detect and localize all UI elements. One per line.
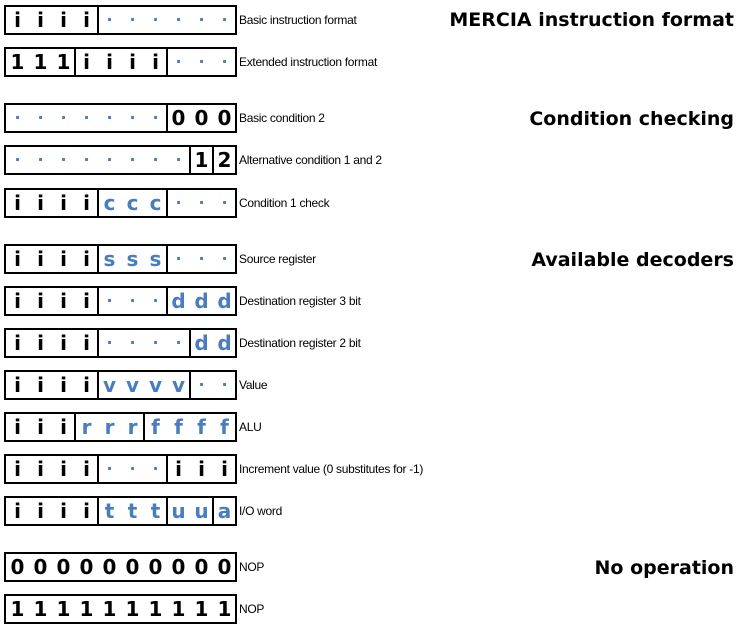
bit-cell-instruction: i [60, 191, 67, 215]
field-separator [74, 49, 76, 75]
bit-cell-literal: 1 [33, 597, 48, 621]
bit-cell-field: v [148, 373, 163, 397]
field-separator [97, 190, 99, 216]
bit-cell-field: v [171, 373, 186, 397]
bit-field-box [4, 145, 237, 175]
field-separator [97, 456, 99, 482]
bit-cell-instruction: i [83, 457, 90, 481]
bit-cell-unused: · [221, 10, 228, 29]
bit-cell-unused: · [106, 150, 113, 169]
bit-cell-unused: · [106, 10, 113, 29]
bit-cell-unused: · [106, 459, 113, 478]
bit-field-box [4, 594, 237, 624]
bit-field-box [4, 412, 237, 442]
bit-cell-instruction: i [14, 499, 21, 523]
bit-cell-literal: 1 [33, 50, 48, 74]
bit-cell-unused: · [221, 375, 228, 394]
bit-cell-unused: · [221, 193, 228, 212]
field-separator [166, 105, 168, 131]
bit-cell-instruction: i [14, 8, 21, 32]
bit-cell-unused: · [129, 459, 136, 478]
bit-cell-literal: 0 [79, 555, 94, 579]
field-separator [189, 372, 191, 398]
bit-field-box [4, 370, 237, 400]
bit-cell-literal: 0 [148, 555, 163, 579]
bit-cell-field: u [194, 499, 209, 523]
format-label: Alternative condition 1 and 2 [239, 153, 382, 167]
bit-cell-unused: · [129, 291, 136, 310]
field-separator [166, 190, 168, 216]
format-label: Destination register 2 bit [239, 336, 361, 350]
bit-cell-field: t [150, 499, 161, 523]
field-separator [166, 288, 168, 314]
bit-cell-instruction: i [83, 50, 90, 74]
bit-cell-literal: 0 [171, 106, 186, 130]
bit-cell-instruction: i [221, 457, 228, 481]
bit-cell-literal: 1 [102, 597, 117, 621]
bit-cell-instruction: i [83, 8, 90, 32]
bit-cell-unused: · [152, 333, 159, 352]
bit-cell-literal: 1 [10, 597, 25, 621]
bit-cell-literal: 1 [56, 597, 71, 621]
bit-cell-instruction: i [83, 289, 90, 313]
bit-cell-unused: · [129, 10, 136, 29]
bit-cell-instruction: i [60, 499, 67, 523]
bit-cell-field: d [217, 289, 232, 313]
bit-cell-literal: 0 [33, 555, 48, 579]
bit-cell-literal: 0 [125, 555, 140, 579]
format-label: NOP [239, 602, 265, 616]
bit-cell-unused: · [175, 249, 182, 268]
field-separator [166, 246, 168, 272]
bit-cell-unused: · [37, 108, 44, 127]
heading-condition-checking: Condition checking [529, 108, 734, 130]
bit-cell-instruction: i [37, 415, 44, 439]
format-label: Value [239, 378, 268, 392]
field-separator [97, 7, 99, 33]
bit-cell-instruction: i [37, 331, 44, 355]
bit-cell-unused: · [198, 193, 205, 212]
bit-cell-instruction: i [83, 191, 90, 215]
bit-cell-instruction: i [37, 499, 44, 523]
bit-cell-field: t [127, 499, 138, 523]
format-label: Extended instruction format [239, 55, 377, 69]
field-separator [97, 498, 99, 524]
bit-cell-literal: 1 [10, 50, 25, 74]
bit-cell-instruction: i [37, 8, 44, 32]
field-separator [212, 147, 214, 173]
bit-cell-field: f [151, 415, 160, 439]
field-separator [97, 288, 99, 314]
field-separator [97, 372, 99, 398]
bit-cell-literal: 1 [79, 597, 94, 621]
bit-cell-instruction: i [83, 247, 90, 271]
bit-cell-field: d [217, 331, 232, 355]
bit-cell-field: d [171, 289, 186, 313]
bit-cell-literal: 1 [194, 597, 209, 621]
bit-cell-instruction: i [14, 457, 21, 481]
field-separator [166, 49, 168, 75]
bit-field-box [4, 552, 237, 582]
bit-cell-instruction: i [60, 8, 67, 32]
bit-cell-instruction: i [14, 247, 21, 271]
bit-cell-field: f [174, 415, 183, 439]
bit-cell-unused: · [152, 108, 159, 127]
bit-cell-unused: · [106, 333, 113, 352]
field-separator [189, 330, 191, 356]
bit-cell-field: d [194, 289, 209, 313]
bit-cell-field: c [149, 191, 162, 215]
format-label: Destination register 3 bit [239, 294, 361, 308]
bit-cell-literal: 1 [56, 50, 71, 74]
field-separator [97, 246, 99, 272]
heading-no-operation: No operation [594, 557, 734, 579]
bit-cell-unused: · [175, 333, 182, 352]
bit-cell-instruction: i [37, 247, 44, 271]
bit-cell-instruction: i [14, 191, 21, 215]
bit-cell-instruction: i [14, 331, 21, 355]
bit-cell-unused: · [152, 150, 159, 169]
bit-cell-field: r [127, 415, 138, 439]
bit-cell-unused: · [37, 150, 44, 169]
field-separator [97, 330, 99, 356]
bit-cell-unused: · [198, 375, 205, 394]
bit-cell-field: s [126, 247, 139, 271]
format-label: Basic instruction format [239, 13, 357, 27]
bit-field-box [4, 286, 237, 316]
bit-cell-instruction: i [60, 247, 67, 271]
bit-cell-field: v [102, 373, 117, 397]
bit-cell-instruction: i [83, 331, 90, 355]
bit-cell-unused: · [152, 10, 159, 29]
bit-cell-unused: · [175, 10, 182, 29]
bit-cell-unused: · [221, 249, 228, 268]
bit-cell-field: a [217, 499, 232, 523]
bit-cell-unused: · [129, 150, 136, 169]
bit-cell-literal: 1 [148, 597, 163, 621]
bit-cell-unused: · [83, 108, 90, 127]
bit-cell-field: t [104, 499, 115, 523]
bit-cell-unused: · [60, 150, 67, 169]
bit-cell-literal: 1 [171, 597, 186, 621]
format-label: Increment value (0 substitutes for -1) [239, 462, 424, 476]
bit-cell-instruction: i [83, 373, 90, 397]
bit-cell-instruction: i [106, 50, 113, 74]
bit-cell-literal: 1 [217, 597, 232, 621]
bit-cell-literal: 0 [217, 555, 232, 579]
bit-cell-unused: · [152, 459, 159, 478]
bit-cell-field: f [197, 415, 206, 439]
bit-cell-field: r [104, 415, 115, 439]
bit-field-box [4, 103, 237, 133]
bit-cell-field: v [125, 373, 140, 397]
field-separator [74, 414, 76, 440]
bit-cell-literal: 0 [194, 106, 209, 130]
bit-cell-unused: · [106, 108, 113, 127]
bit-cell-unused: · [83, 150, 90, 169]
bit-field-box [4, 5, 237, 35]
bit-field-box [4, 454, 237, 484]
bit-cell-field: u [171, 499, 186, 523]
bit-cell-unused: · [152, 291, 159, 310]
bit-cell-literal: 0 [171, 555, 186, 579]
bit-cell-literal: 0 [10, 555, 25, 579]
bit-cell-instruction: i [37, 457, 44, 481]
bit-cell-instruction: i [198, 457, 205, 481]
bit-cell-unused: · [198, 52, 205, 71]
bit-cell-instruction: i [60, 289, 67, 313]
bit-field-box [4, 47, 237, 77]
field-separator [212, 498, 214, 524]
bit-cell-instruction: i [83, 499, 90, 523]
bit-cell-instruction: i [37, 373, 44, 397]
bit-cell-unused: · [221, 52, 228, 71]
bit-cell-instruction: i [60, 457, 67, 481]
bit-cell-instruction: i [14, 373, 21, 397]
bit-field-box [4, 328, 237, 358]
bit-cell-instruction: i [152, 50, 159, 74]
bit-cell-literal: 0 [194, 555, 209, 579]
heading-mercia-instruction-format: MERCIA instruction format [449, 9, 734, 31]
bit-cell-field: s [103, 247, 116, 271]
bit-cell-unused: · [129, 108, 136, 127]
bit-cell-field: c [126, 191, 139, 215]
format-label: ALU [239, 420, 262, 434]
bit-field-box [4, 188, 237, 218]
bit-cell-instruction: i [14, 415, 21, 439]
bit-cell-literal: 1 [125, 597, 140, 621]
bit-cell-instruction: i [60, 373, 67, 397]
format-label: NOP [239, 560, 265, 574]
bit-cell-unused: · [129, 333, 136, 352]
bit-cell-unused: · [106, 291, 113, 310]
bit-field-box [4, 244, 237, 274]
bit-cell-unused: · [198, 10, 205, 29]
bit-cell-instruction: i [37, 289, 44, 313]
field-separator [166, 456, 168, 482]
bit-cell-unused: · [175, 150, 182, 169]
bit-cell-field: r [81, 415, 92, 439]
bit-cell-instruction: i [37, 191, 44, 215]
bit-cell-field: s [149, 247, 162, 271]
bit-cell-field: c [103, 191, 116, 215]
field-separator [143, 414, 145, 440]
bit-cell-literal: 0 [102, 555, 117, 579]
bit-cell-literal: 0 [56, 555, 71, 579]
bit-cell-unused: · [14, 150, 21, 169]
bit-cell-instruction: i [60, 331, 67, 355]
bit-cell-unused: · [175, 52, 182, 71]
format-label: Source register [239, 252, 316, 266]
bit-cell-field: d [194, 331, 209, 355]
format-label: Condition 1 check [239, 196, 330, 210]
bit-cell-instruction: i [129, 50, 136, 74]
bit-field-box [4, 496, 237, 526]
bit-cell-field: f [220, 415, 229, 439]
bit-cell-instruction: i [60, 415, 67, 439]
bit-cell-unused: · [175, 193, 182, 212]
bit-cell-literal: 1 [194, 148, 209, 172]
format-label: I/O word [239, 504, 282, 518]
bit-cell-literal: 0 [217, 106, 232, 130]
bit-cell-instruction: i [14, 289, 21, 313]
bit-cell-literal: 2 [217, 148, 232, 172]
bit-cell-instruction: i [175, 457, 182, 481]
format-label: Basic condition 2 [239, 111, 325, 125]
bit-cell-unused: · [60, 108, 67, 127]
heading-available-decoders: Available decoders [531, 249, 734, 271]
bit-cell-unused: · [198, 249, 205, 268]
field-separator [189, 147, 191, 173]
field-separator [166, 498, 168, 524]
bit-cell-unused: · [14, 108, 21, 127]
